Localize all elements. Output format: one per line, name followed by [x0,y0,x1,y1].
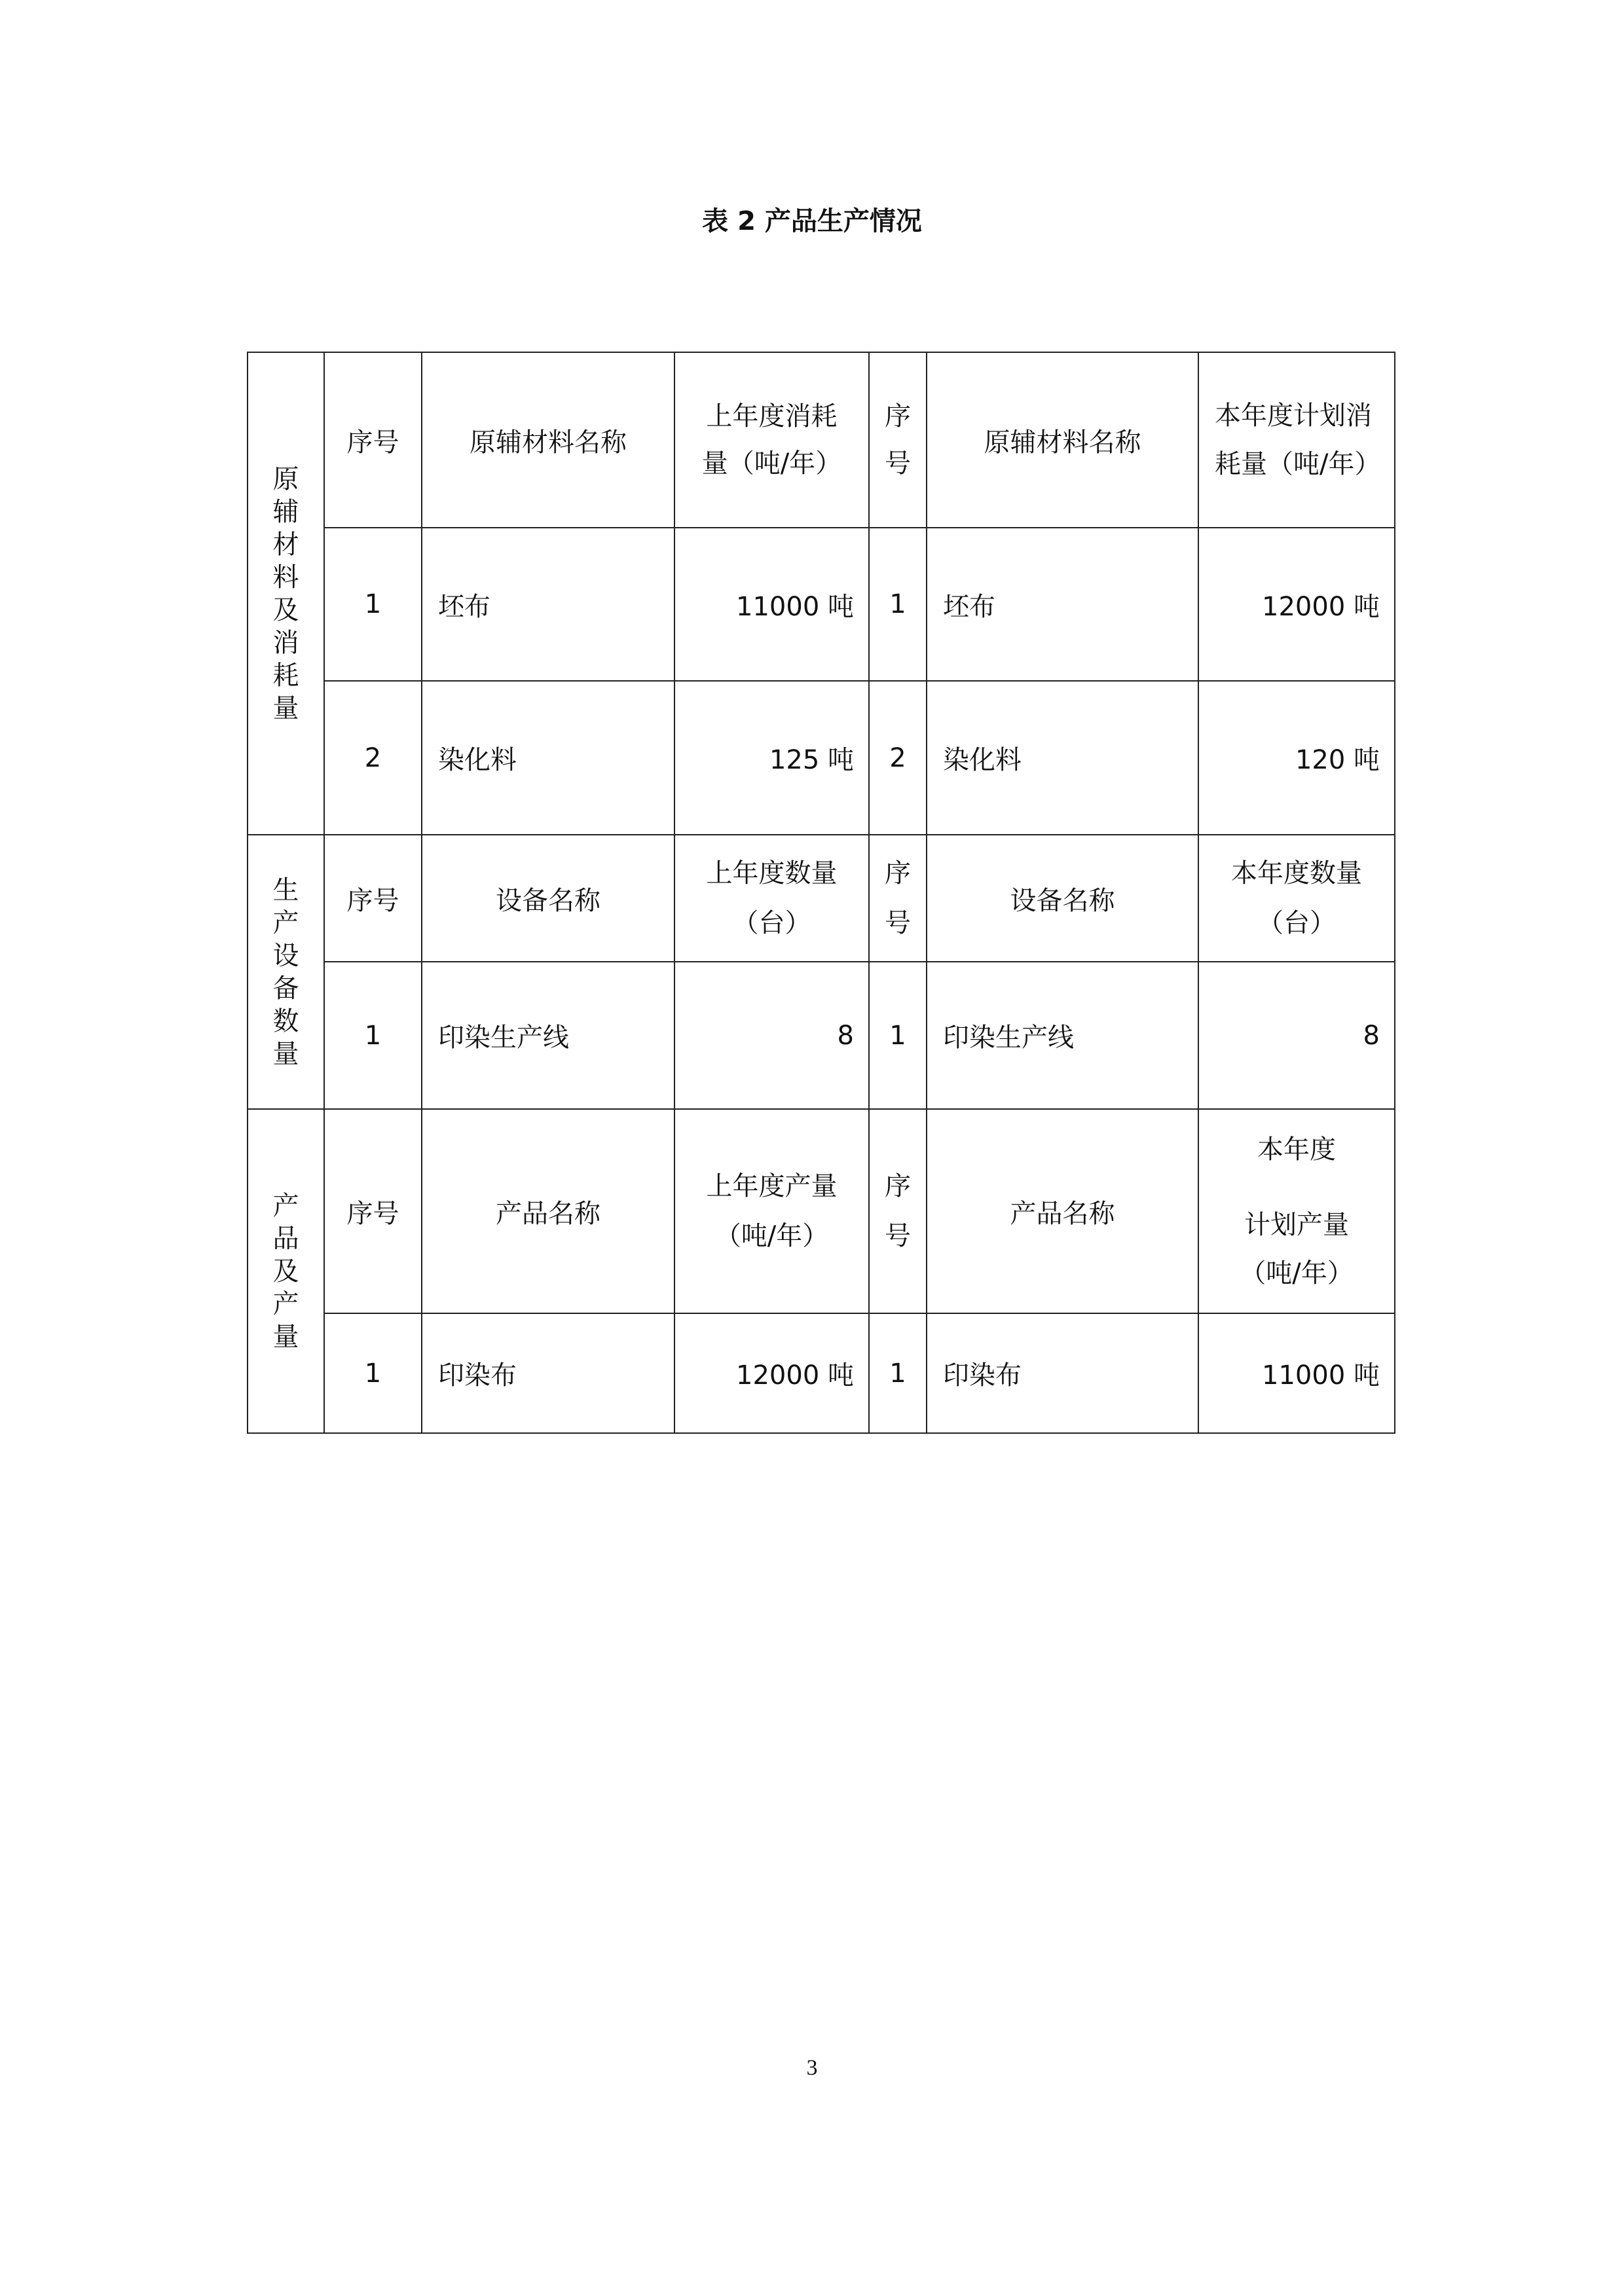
material-name-right: 坯布 [927,528,1198,681]
row-index-right: 1 [869,1313,927,1433]
material-name: 坯布 [422,528,674,681]
table-title: 表 2 产品生产情况 [702,206,922,236]
table-row [248,962,1395,1109]
header-index-right: 序号 [869,835,927,962]
header-product-name-right: 产品名称 [927,1109,1198,1313]
row-index: 2 [324,681,422,835]
page-number: 3 [806,2056,818,2080]
header-prev-consumption: 上年度消耗量（吨/年） [674,352,869,528]
header-curr-consumption: 本年度计划消耗量（吨/年） [1198,352,1395,528]
header-material-name: 原辅材料名称 [422,352,674,528]
prev-value: 125 吨 [674,681,869,835]
header-curr-output [1198,1109,1395,1313]
header-curr-output-line1: 本年度 [1257,1135,1336,1165]
prev-value: 12000 吨 [674,1313,869,1433]
equipment-header-row [248,835,1395,962]
table-row [248,528,1395,681]
prev-value: 11000 吨 [674,528,869,681]
row-index: 1 [324,528,422,681]
section-label-materials: 原辅材料及消耗量 [248,352,324,835]
header-curr-quantity: 本年度数量（台） [1198,835,1395,962]
curr-value: 12000 吨 [1198,528,1395,681]
curr-value: 8 [1198,962,1395,1109]
header-material-name-right: 原辅材料名称 [927,352,1198,528]
row-index-right: 1 [869,528,927,681]
row-index: 1 [324,1313,422,1433]
header-curr-output-line2: 计划产量（吨/年） [1240,1210,1354,1288]
material-name: 染化料 [422,681,674,835]
equipment-name: 印染生产线 [422,962,674,1109]
header-prev-output: 上年度产量（吨/年） [674,1109,869,1313]
prev-value: 8 [674,962,869,1109]
products-header-row [248,1109,1395,1313]
header-index-right: 序号 [869,1109,927,1313]
materials-header-row [248,352,1395,528]
equipment-name-right: 印染生产线 [927,962,1198,1109]
row-index-right: 1 [869,962,927,1109]
header-index-right: 序号 [869,352,927,528]
header-index: 序号 [324,1109,422,1313]
section-label-products: 产品及产量 [248,1109,324,1433]
production-table [247,352,1395,1434]
header-equipment-name-right: 设备名称 [927,835,1198,962]
header-prev-quantity: 上年度数量（台） [674,835,869,962]
section-label-equipment: 生产设备数量 [248,835,324,1109]
product-name-right: 印染布 [927,1313,1198,1433]
material-name-right: 染化料 [927,681,1198,835]
curr-value: 120 吨 [1198,681,1395,835]
header-product-name: 产品名称 [422,1109,674,1313]
table-row [248,681,1395,835]
table-row [248,1313,1395,1433]
header-equipment-name: 设备名称 [422,835,674,962]
header-index: 序号 [324,835,422,962]
header-index: 序号 [324,352,422,528]
curr-value: 11000 吨 [1198,1313,1395,1433]
product-name: 印染布 [422,1313,674,1433]
row-index: 1 [324,962,422,1109]
row-index-right: 2 [869,681,927,835]
